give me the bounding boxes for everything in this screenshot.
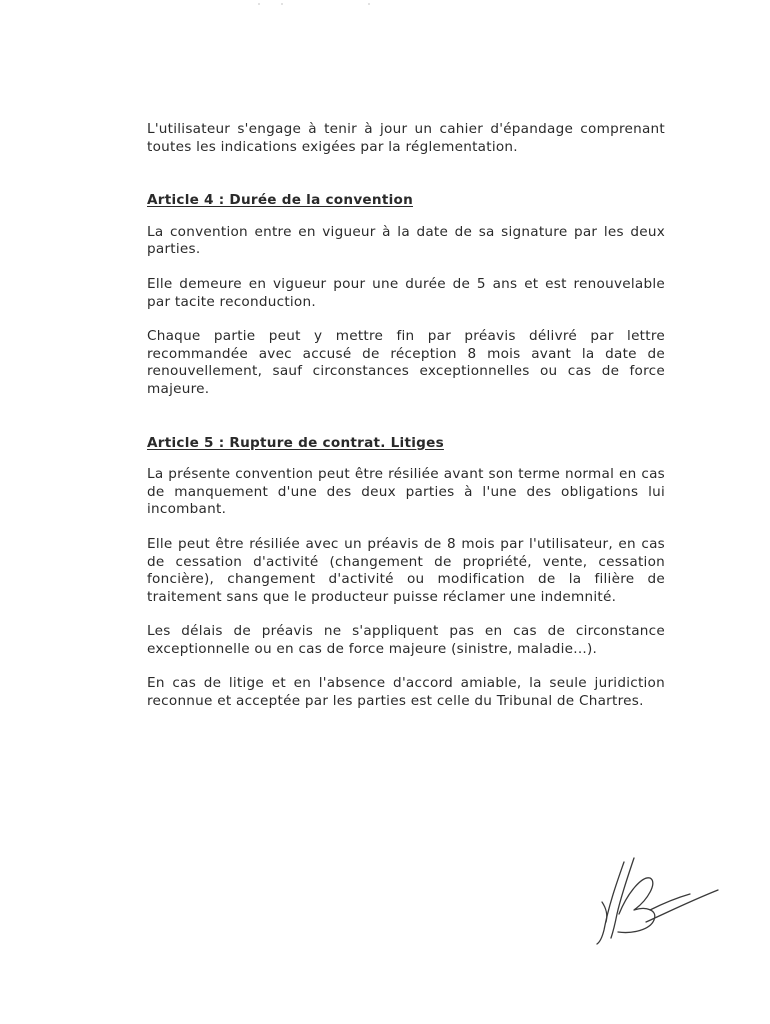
article-5-paragraph: En cas de litige et en l'absence d'accord amiable, la seule juridiction reconnue et acceptée par les parties est celle du Tribunal de Chartres. bbox=[147, 675, 665, 710]
article-5-paragraph: Les délais de préavis ne s'appliquent pas en cas de circonstance exceptionnelle ou en cas de force majeure (sinistre, maladie...). bbox=[147, 623, 665, 657]
article-4-paragraph: La convention entre en vigueur à la date de sa signature par les deux parties. bbox=[147, 223, 665, 258]
article-5-paragraph: Elle peut être résiliée avec un préavis de 8 mois par l'utilisateur, en cas de cessation d'activité (changement de propriété, vente, cessation foncière), changement d'activité ou modification de la filière de traitement sans que le producteur puisse réclamer une indemnité. bbox=[147, 535, 665, 605]
handwritten-signature bbox=[590, 852, 725, 947]
article-5-paragraph: La présente convention peut être résiliée avant son terme normal en cas de manquement d'une des deux parties à l'une des obligations lui incombant. bbox=[147, 466, 665, 518]
article-4-paragraph: Chaque partie peut y mettre fin par préavis délivré par lettre recommandée avec accusé de réception 8 mois avant la date de renouvellement, sauf circonstances exceptionnelles ou cas de force majeure. bbox=[147, 328, 665, 397]
scan-speck bbox=[281, 3, 283, 5]
article-4-heading: Article 4 : Durée de la convention bbox=[147, 192, 414, 209]
article-5-heading: Article 5 : Rupture de contrat. Litiges bbox=[147, 434, 444, 451]
article-4-paragraph: Elle demeure en vigueur pour une durée de 5 ans et est renouvelable par tacite reconduction. bbox=[147, 275, 665, 310]
scan-speck bbox=[258, 3, 260, 5]
document-body bbox=[147, 121, 665, 711]
intro-paragraph: L'utilisateur s'engage à tenir à jour un cahier d'épandage comprenant toutes les indications exigées par la réglementation. bbox=[147, 121, 665, 155]
scan-speck bbox=[368, 3, 370, 5]
